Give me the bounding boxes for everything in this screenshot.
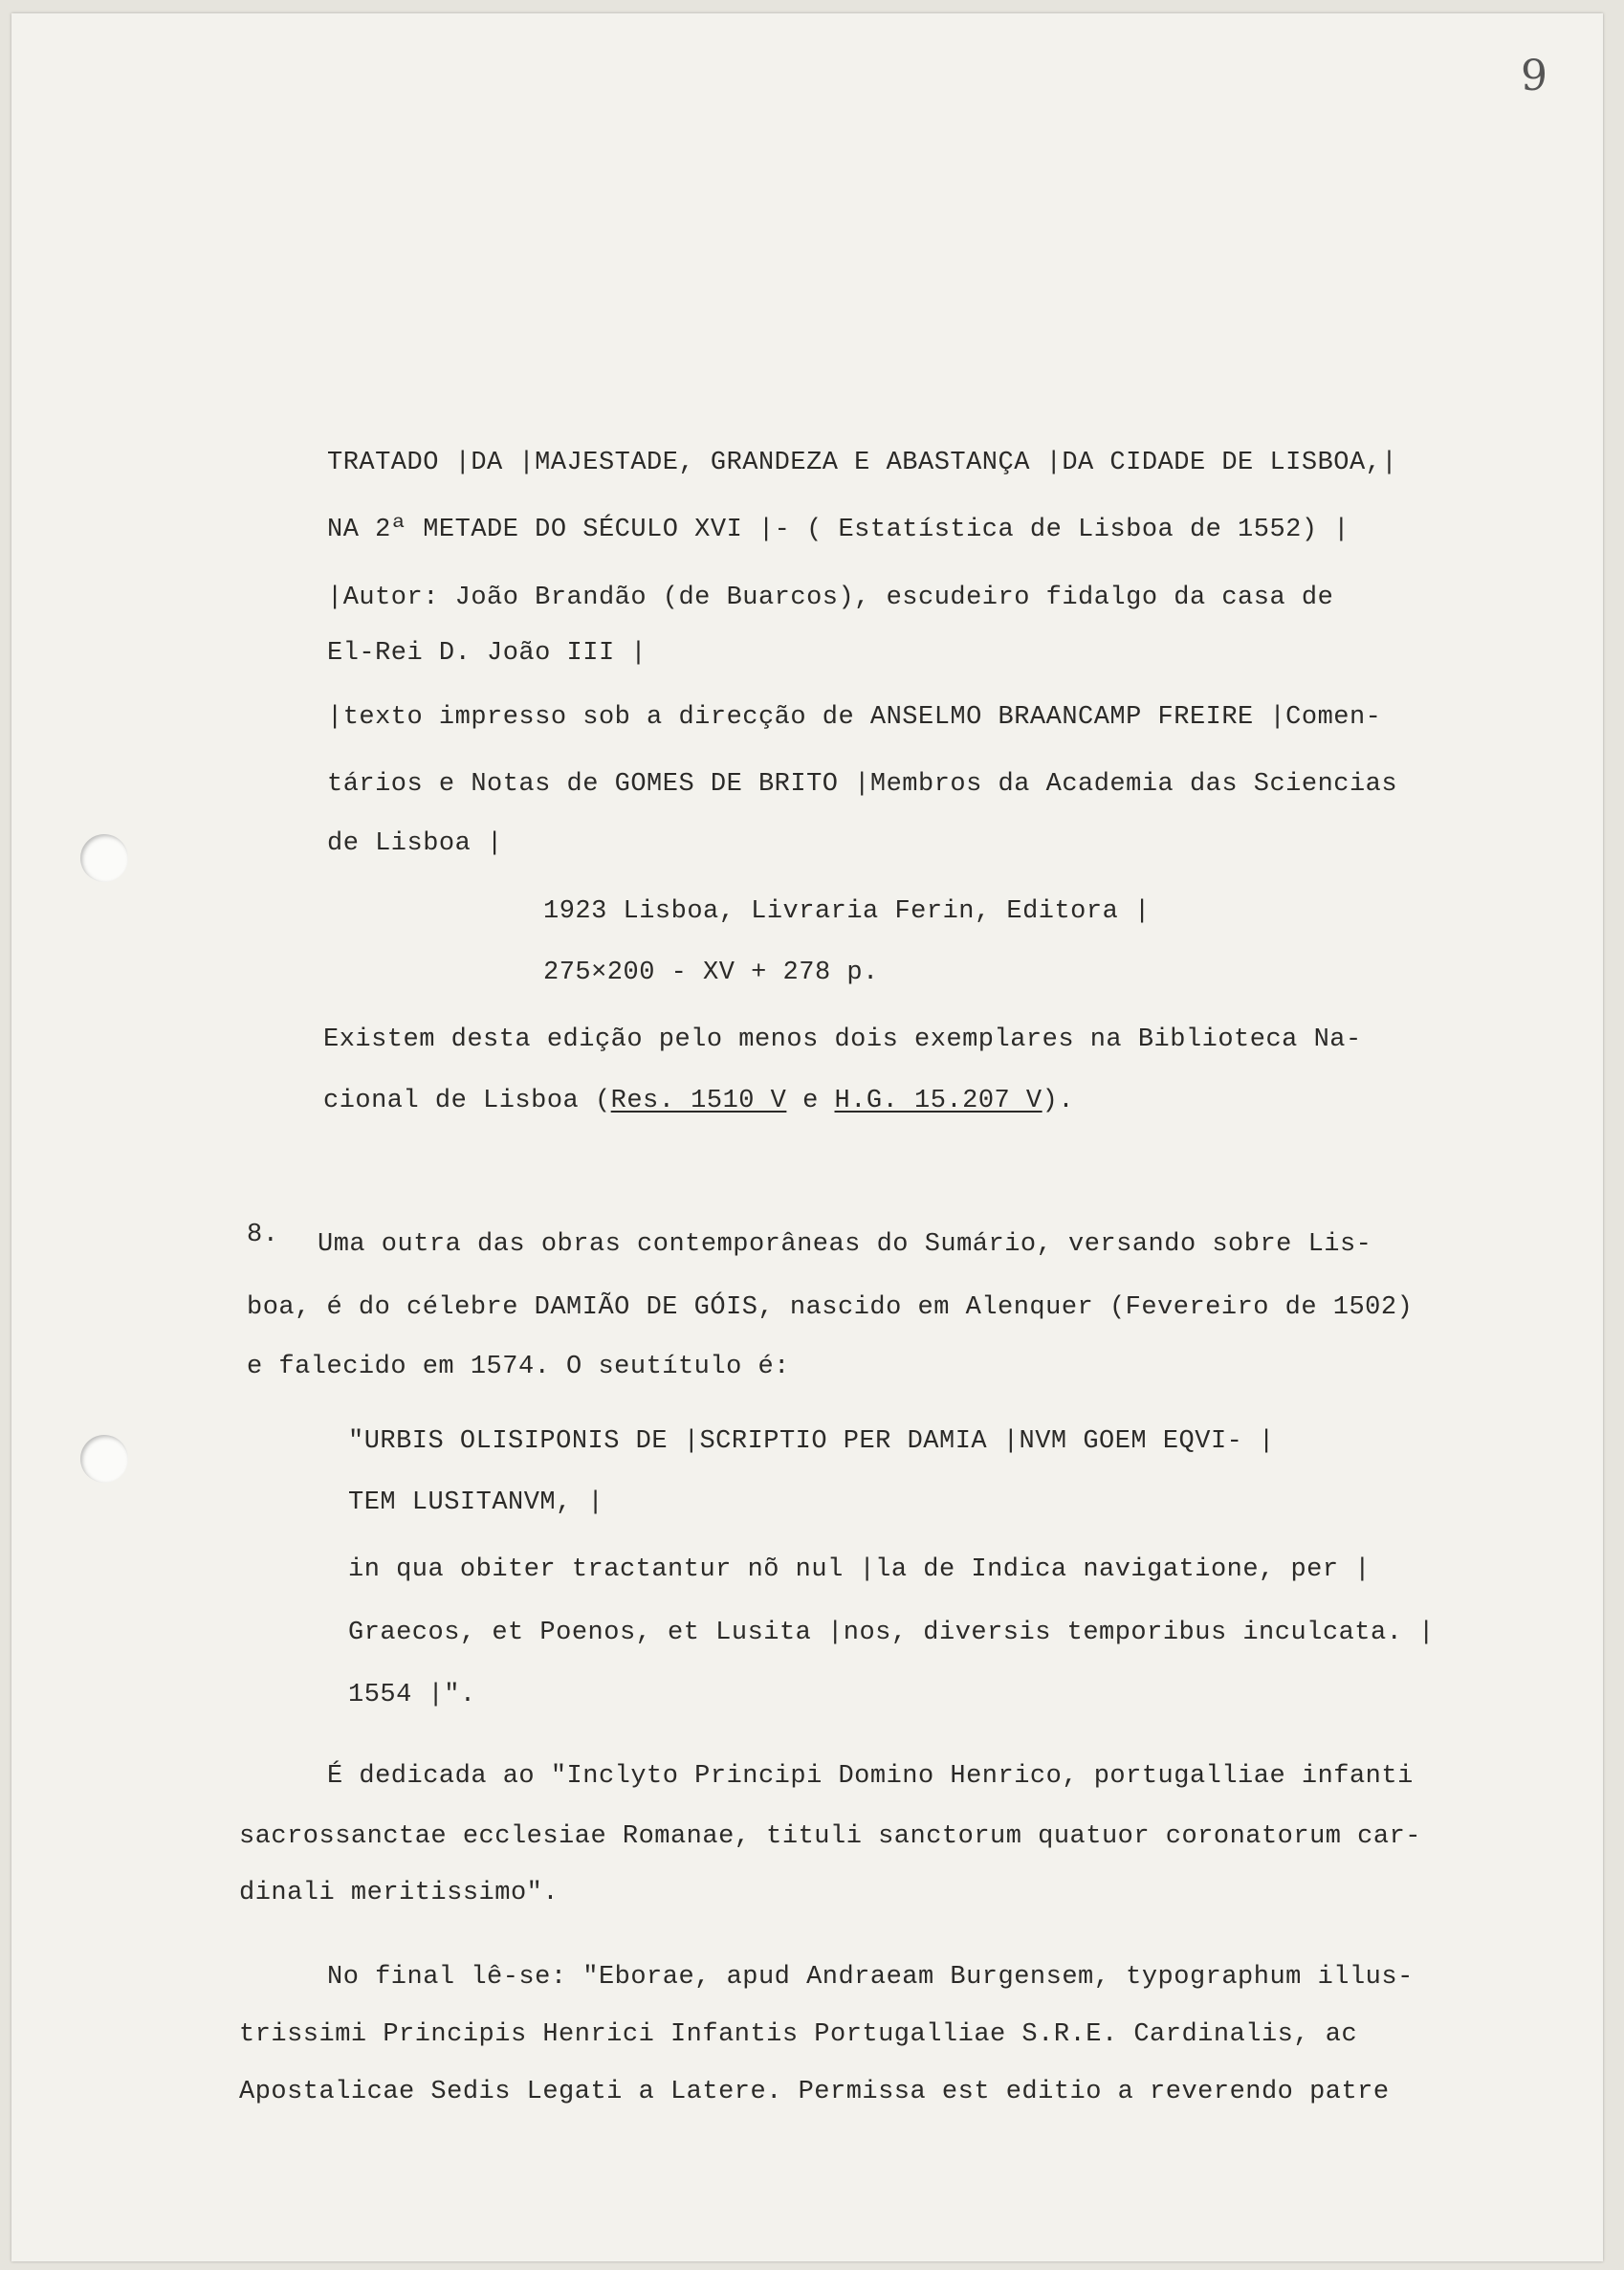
copies-line-2-start: cional de Lisboa ( — [323, 1087, 611, 1115]
quoted-title-line-5: 1554 |". — [348, 1681, 476, 1709]
quoted-title-line-4: Graecos, et Poenos, et Lusita |nos, diversis temporibus inculcata. | — [348, 1619, 1435, 1647]
shelfmark-1: Res. 1510 V — [610, 1087, 787, 1115]
entry-line-4: El-Rei D. João III | — [327, 639, 647, 668]
imprint-line: 1923 Lisboa, Livraria Ferin, Editora | — [543, 897, 1151, 926]
final-line-3: Apostalicae Sedis Legati a Latere. Permissa est editio a reverendo patre — [239, 2078, 1390, 2106]
entry-line-3: |Autor: João Brandão (de Buarcos), escudeiro fidalgo da casa de — [327, 584, 1334, 612]
quoted-title-line-1: "URBIS OLISIPONIS DE |SCRIPTIO PER DAMIA |NVM GOEM EQVI- | — [348, 1427, 1275, 1456]
entry-line-2: NA 2ª METADE DO SÉCULO XVI |- ( Estatística de Lisboa de 1552) | — [327, 516, 1350, 544]
section-number: 8. — [247, 1221, 279, 1249]
dedication-line-1: É dedicada ao "Inclyto Principi Domino Henrico, portugalliae infanti — [327, 1762, 1414, 1791]
section-intro-line-2: boa, é do célebre DAMIÃO DE GÓIS, nascido em Alenquer (Fevereiro de 1502) — [247, 1293, 1414, 1322]
punch-hole — [80, 1435, 128, 1483]
final-line-2: trissimi Principis Henrici Infantis Portugalliae S.R.E. Cardinalis, ac — [239, 2020, 1358, 2049]
final-line-1: No final lê-se: "Eborae, apud Andraeam Burgensem, typographum illus- — [327, 1963, 1414, 1992]
copies-line-2-end: ). — [1042, 1087, 1075, 1115]
section-intro-line-1: Uma outra das obras contemporâneas do Sumário, versando sobre Lis- — [318, 1230, 1372, 1259]
entry-line-6: tários e Notas de GOMES DE BRITO |Membros da Academia das Sciencias — [327, 770, 1398, 799]
punch-hole — [80, 834, 128, 882]
entry-line-5: |texto impresso sob a direcção de ANSELMO BRAANCAMP FREIRE |Comen- — [327, 703, 1382, 732]
entry-line-7: de Lisboa | — [327, 829, 503, 858]
quoted-title-line-3: in qua obiter tractantur nõ nul |la de Indica navigatione, per | — [348, 1555, 1371, 1584]
page-number: 9 — [1521, 52, 1547, 100]
shelfmark-2: H.G. 15.207 V — [834, 1087, 1042, 1115]
copies-line-1: Existem desta edição pelo menos dois exemplares na Biblioteca Na- — [323, 1025, 1362, 1054]
entry-line-1: TRATADO |DA |MAJESTADE, GRANDEZA E ABASTANÇA |DA CIDADE DE LISBOA,| — [327, 449, 1398, 477]
dedication-line-3: dinali meritissimo". — [239, 1879, 560, 1907]
copies-line-2 — [323, 1089, 1074, 1114]
section-intro-line-3: e falecido em 1574. O seutítulo é: — [247, 1353, 790, 1381]
document-page — [11, 13, 1603, 2261]
format-line: 275×200 - XV + 278 p. — [543, 959, 879, 987]
quoted-title-line-2: TEM LUSITANVM, | — [348, 1488, 604, 1517]
dedication-line-2: sacrossanctae ecclesiae Romanae, tituli sanctorum quatuor coronatorum car- — [239, 1822, 1421, 1851]
conjunction: e — [786, 1087, 835, 1115]
